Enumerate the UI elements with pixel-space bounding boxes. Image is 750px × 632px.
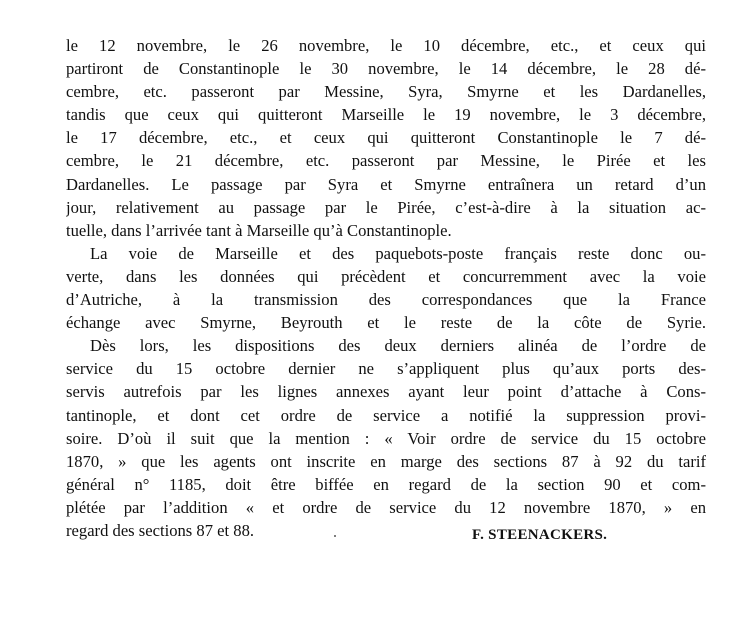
text-line-20: général n° 1185, doit être biffée en regard de la section 90 et com-	[66, 474, 706, 494]
text-line-5: le 17 décembre, etc., et ceux qui quitteront Constantinople le 7 dé-	[66, 128, 706, 148]
text-line-21: plétée par l’addition « et ordre de service du 12 novembre 1870, » en	[66, 497, 706, 517]
text-line-9: tuelle, dans l’arrivée tant à Marseille qu’à Constantinople.	[66, 220, 452, 240]
text-line-1: le 12 novembre, le 26 novembre, le 10 décembre, etc., et ceux qui	[66, 36, 706, 55]
text-line-14: Dès lors, les dispositions des deux derniers alinéa de l’ordre de	[90, 336, 706, 356]
text-line-8: jour, relativement au passage par le Pirée, c’est-à-dire à la situation ac-	[66, 197, 706, 217]
signature: F. STEENACKERS.	[472, 527, 608, 543]
text-line-16: servis autrefois par les lignes annexes ayant leur point d’attache à Cons-	[66, 382, 706, 402]
text-line-10: La voie de Marseille et des paquebots-poste français reste donc ou-	[90, 243, 706, 263]
print-speck	[334, 535, 336, 537]
text-line-6: cembre, le 21 décembre, etc. passeront par Messine, le Pirée et les	[66, 151, 706, 171]
text-line-17: tantinople, et dont cet ordre de service a notifié la suppression provi-	[66, 405, 706, 425]
text-line-22: regard des sections 87 et 88.	[66, 520, 255, 540]
text-line-19: 1870, » que les agents ont inscrite en marge des sections 87 à 92 du tarif	[66, 451, 706, 471]
text-line-2: partiront de Constantinople le 30 novembre, le 14 décembre, le 28 dé-	[66, 59, 706, 79]
text-line-15: service du 15 octobre dernier ne s’appliquent plus qu’aux ports des-	[66, 359, 706, 379]
text-line-4: tandis que ceux qui quitteront Marseille le 19 novembre, le 3 décembre,	[66, 105, 706, 125]
text-line-18: soire. D’où il suit que la mention : « Voir ordre de service du 15 octobre	[66, 428, 706, 448]
text-line-13: échange avec Smyrne, Beyrouth et le reste de la côte de Syrie.	[66, 313, 706, 333]
text-line-11: verte, dans les données qui précèdent et concurremment avec la voie	[66, 266, 706, 286]
text-line-7: Dardanelles. Le passage par Syra et Smyrne entraînera un retard d’un	[66, 174, 706, 194]
text-line-12: d’Autriche, à la transmission des correspondances que la France	[66, 290, 706, 310]
text-line-3: cembre, etc. passeront par Messine, Syra, Smyrne et les Dardanelles,	[66, 82, 706, 102]
document-body	[66, 34, 706, 542]
